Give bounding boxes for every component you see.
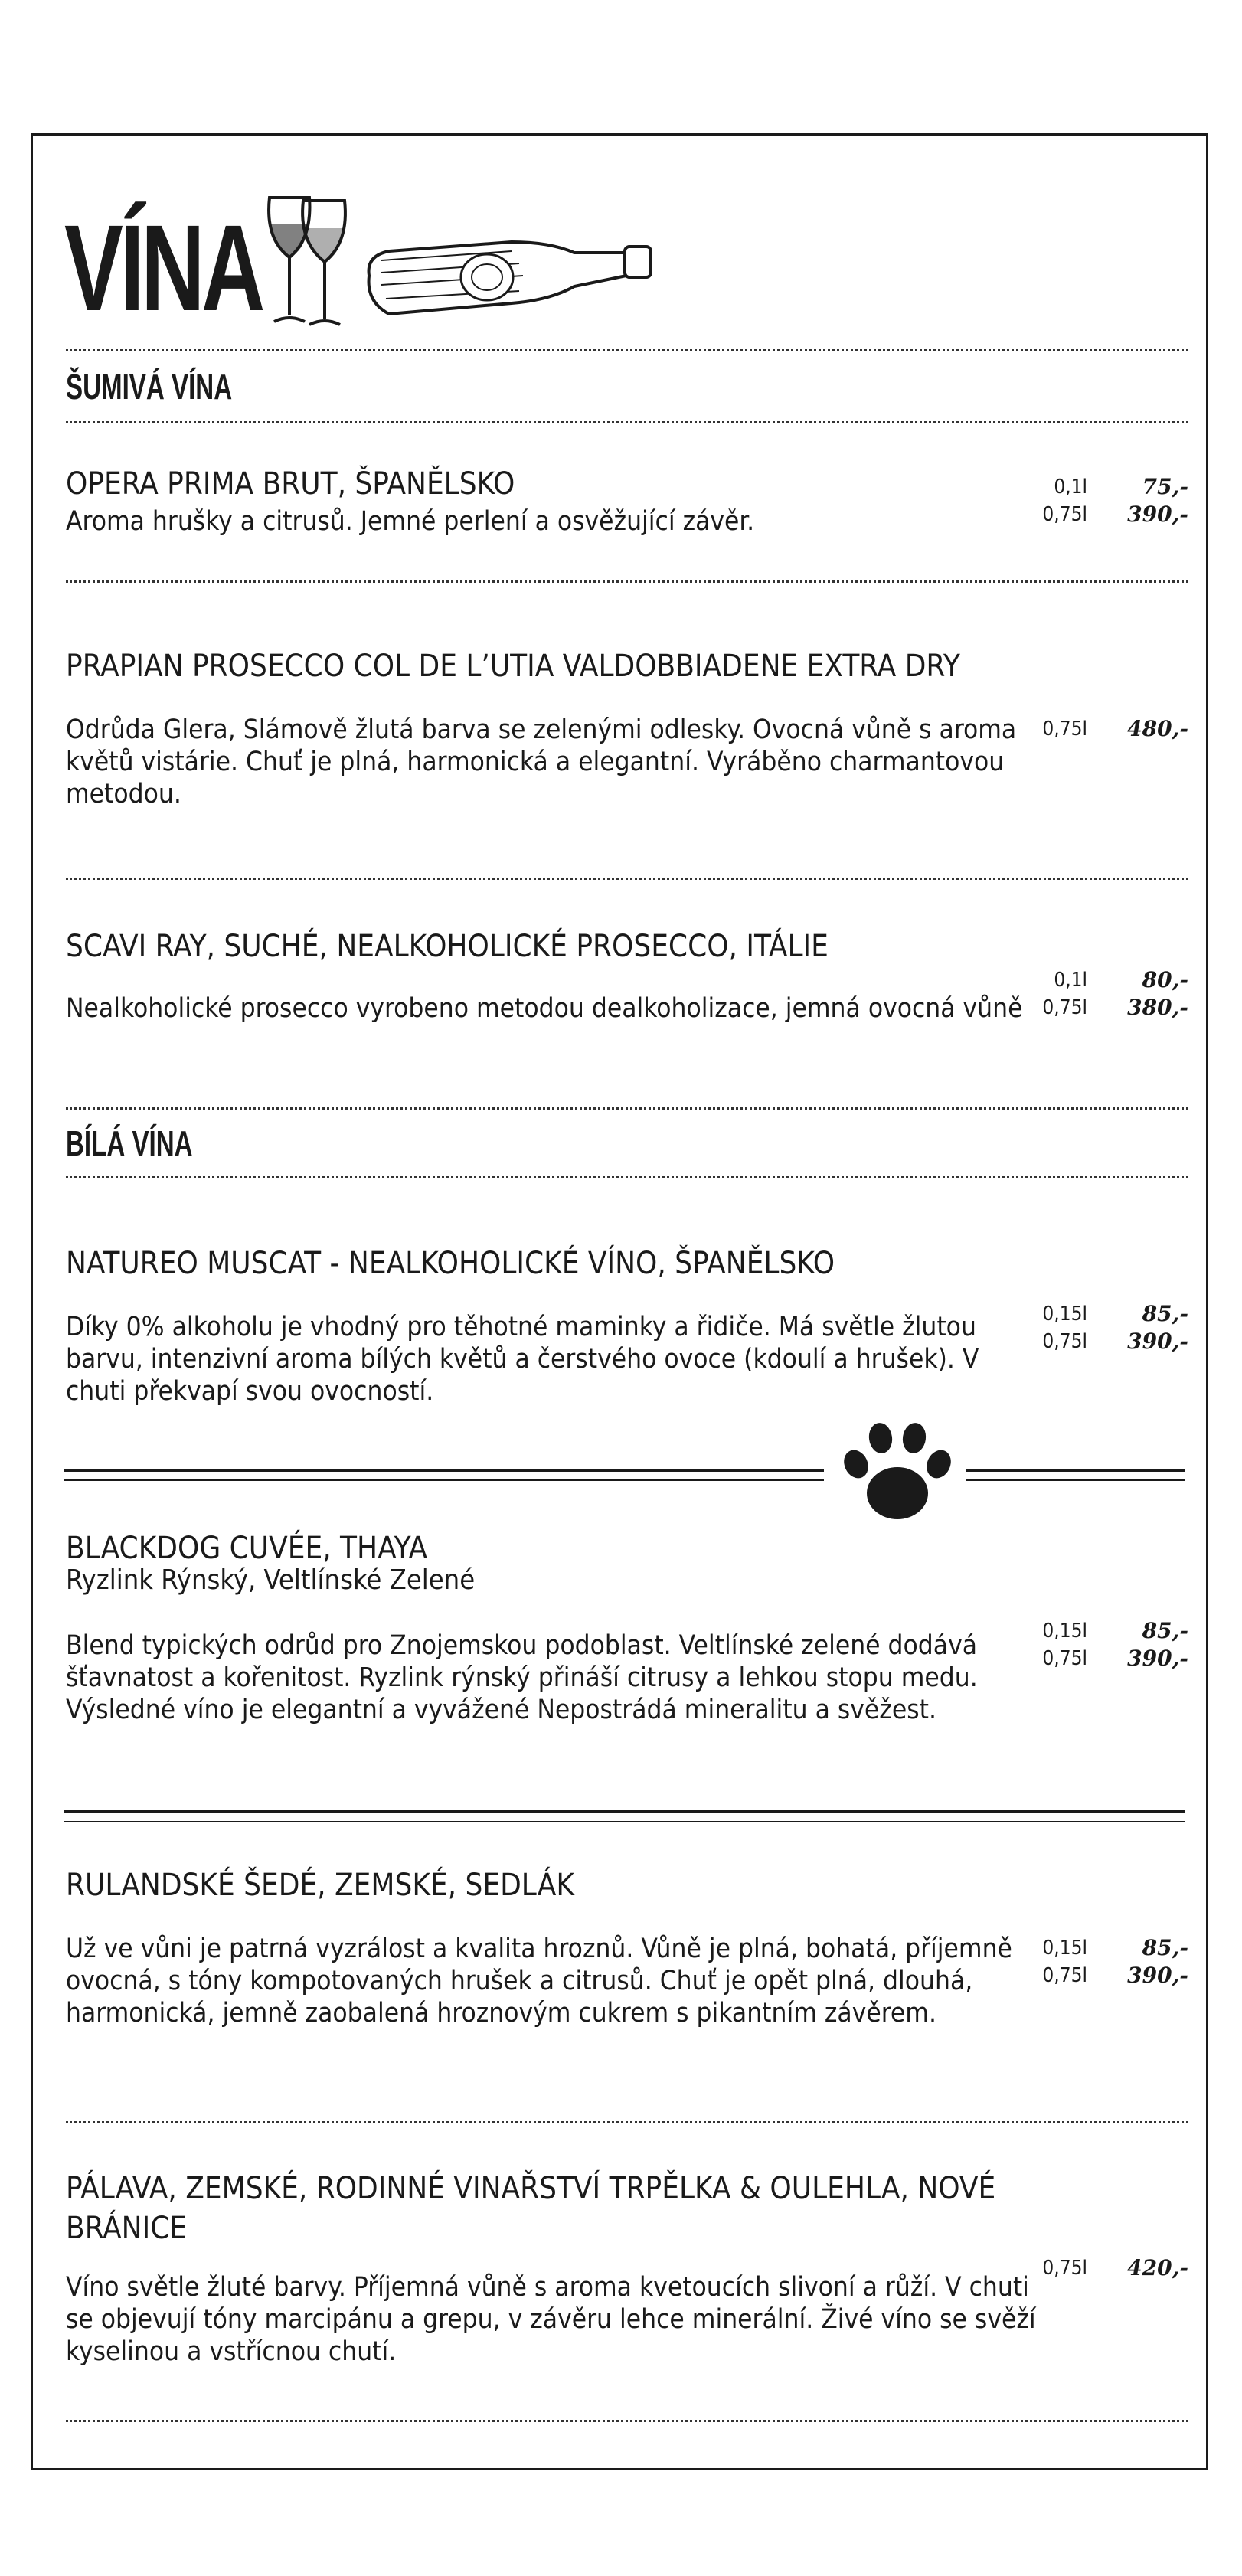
wine-description: Odrůda Glera, Slámově žlutá barva se zelenými odlesky. Ovocná vůně s aroma květů vistárie. Chuť je plná, harmonická a elegantní. Vyráběno charmantovou metodou.	[66, 714, 1017, 809]
wine-price: 85,-	[1142, 1618, 1188, 1643]
section-title-white: BÍLÁ VÍNA	[66, 1123, 193, 1163]
page-title: VÍNA	[64, 199, 262, 336]
wine-bottle-icon	[358, 230, 657, 322]
wine-volume: 0,1l	[1054, 969, 1087, 992]
wine-price: 390,-	[1127, 502, 1188, 527]
wine-price: 390,-	[1127, 1963, 1188, 1988]
wine-name: NATUREO MUSCAT - NEALKOHOLICKÉ VÍNO, ŠPANĚLSKO	[66, 1246, 835, 1281]
dotted-divider	[66, 2121, 1188, 2123]
dotted-divider	[66, 580, 1188, 583]
wine-price: 390,-	[1127, 1329, 1188, 1354]
wine-price: 480,-	[1127, 716, 1188, 741]
wine-volume: 0,75l	[1042, 718, 1087, 740]
wine-price: 80,-	[1142, 967, 1188, 992]
wine-price: 85,-	[1142, 1935, 1188, 1960]
dotted-divider	[66, 2420, 1188, 2422]
wine-price: 85,-	[1142, 1301, 1188, 1326]
wine-name: PRAPIAN PROSECCO COL DE L’UTIA VALDOBBIADENE EXTRA DRY	[66, 649, 960, 684]
dotted-divider	[66, 421, 1188, 423]
wine-price: 75,-	[1142, 474, 1188, 499]
dotted-divider	[66, 1107, 1188, 1110]
double-rule	[64, 1469, 824, 1481]
wine-price: 420,-	[1127, 2255, 1188, 2280]
wine-volume: 0,15l	[1042, 1937, 1087, 1960]
wine-description: Víno světle žluté barvy. Příjemná vůně s aroma kvetoucích slivoní a růží. V chuti se objevují tóny marcipánu a grepu, v závěru lehce minerální. Živé víno se svěží kyselinou a vstřícnou chutí.	[66, 2272, 1036, 2367]
wine-volume: 0,75l	[1042, 1647, 1087, 1670]
wine-description: Aroma hrušky a citrusů. Jemné perlení a osvěžující závěr.	[66, 506, 755, 537]
wine-name: PÁLAVA, ZEMSKÉ, RODINNÉ VINAŘSTVÍ TRPĚLKA & OULEHLA, NOVÉ BRÁNICE	[66, 2171, 996, 2246]
section-title-sparkling: ŠUMIVÁ VÍNA	[66, 367, 233, 407]
wine-volume: 0,75l	[1042, 996, 1087, 1019]
wine-volume: 0,75l	[1042, 1330, 1087, 1353]
wine-volume: 0,75l	[1042, 2257, 1087, 2280]
wine-name: OPERA PRIMA BRUT, ŠPANĚLSKO	[66, 466, 515, 502]
dotted-divider	[66, 1176, 1188, 1178]
wine-volume: 0,1l	[1054, 476, 1087, 499]
dotted-divider	[66, 878, 1188, 880]
wine-glasses-icon	[259, 193, 357, 331]
wine-price: 380,-	[1127, 995, 1188, 1020]
wine-description: Blend typických odrůd pro Znojemskou podoblast. Veltlínské zelené dodává šťavnatost a kořenitost. Ryzlink rýnský přináší citrusy a lehkou stopu medu. Výsledné víno je elegantní a vyvážené Nepostrádá mineralitu a svěžest.	[66, 1630, 978, 1725]
dotted-divider	[66, 349, 1188, 351]
wine-name: SCAVI RAY, SUCHÉ, NEALKOHOLICKÉ PROSECCO, ITÁLIE	[66, 929, 829, 964]
wine-description: Nealkoholické prosecco vyrobeno metodou dealkoholizace, jemná ovocná vůně	[66, 993, 1023, 1024]
wine-price: 390,-	[1127, 1646, 1188, 1671]
wine-name: RULANDSKÉ ŠEDÉ, ZEMSKÉ, SEDLÁK	[66, 1868, 574, 1903]
double-rule	[966, 1469, 1185, 1481]
wine-volume: 0,15l	[1042, 1303, 1087, 1326]
wine-subtitle: Ryzlink Rýnský, Veltlínské Zelené	[66, 1564, 476, 1596]
wine-volume: 0,15l	[1042, 1620, 1087, 1643]
double-rule	[64, 1810, 1185, 1822]
wine-name: BLACKDOG CUVÉE, THAYA	[66, 1531, 428, 1566]
wine-volume: 0,75l	[1042, 1964, 1087, 1987]
wine-description: Už ve vůni je patrná vyzrálost a kvalita hroznů. Vůně je plná, bohatá, příjemně ovocná, s tóny kompotovaných hrušek a citrusů. Chuť je opět plná, dlouhá, harmonická, jemně zaobalená hroznovým cukrem s pikantním závěrem.	[66, 1934, 1012, 2028]
wine-description: Díky 0% alkoholu je vhodný pro těhotné maminky a řidiče. Má světle žlutou barvu, intenzivní aroma bílých květů a čerstvého ovoce (kdoulí a hrušek). V chuti překvapí svou ovocností.	[66, 1312, 979, 1407]
wine-volume: 0,75l	[1042, 503, 1087, 526]
paw-print-icon	[835, 1415, 957, 1530]
